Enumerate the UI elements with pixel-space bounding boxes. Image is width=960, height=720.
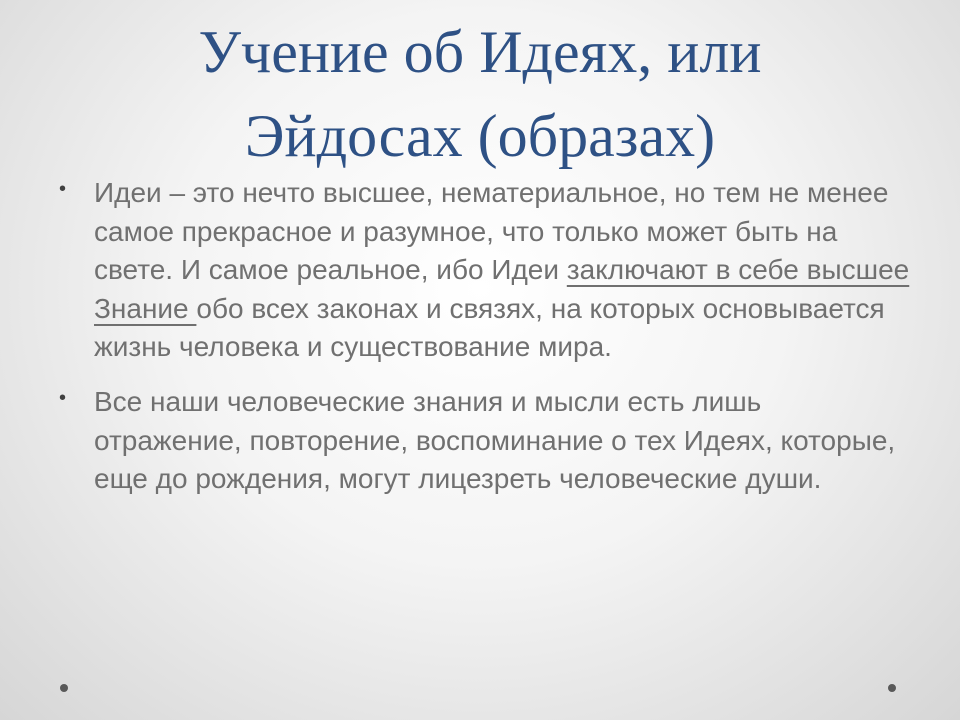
bullet-2-text: Все наши человеческие знания и мысли есть лишь отражение, повторение, воспоминание о тех Идеях, которые, еще до рождения, могут лицезреть человеческие души. [94,385,896,495]
title-line-1: Учение об Идеях, или [198,19,762,85]
corner-dot-bottom-left-icon [60,684,68,692]
bullet-item-2 [56,383,916,499]
corner-dot-bottom-right-icon [888,684,896,692]
bullet-1-text-end: обо всех законах и связях, на которых основывается жизнь человека и существование мира. [94,292,885,363]
bullet-1-underlined-text: заключают в себе высшее Знание [94,254,910,324]
slide-title [60,10,900,178]
bullet-item-1 [56,174,916,367]
title-line-2: Эйдосах (образах) [244,103,716,169]
bullet-list [56,174,916,515]
bullet-dot-icon: • [59,386,67,409]
bullet-1-text-start: Идеи – это нечто высшее, нематериальное, но тем не менее самое прекрасное и разумное, что только может быть на свете. И самое реальное, ибо Идеи [94,177,889,286]
bullet-dot-icon: • [59,178,67,200]
